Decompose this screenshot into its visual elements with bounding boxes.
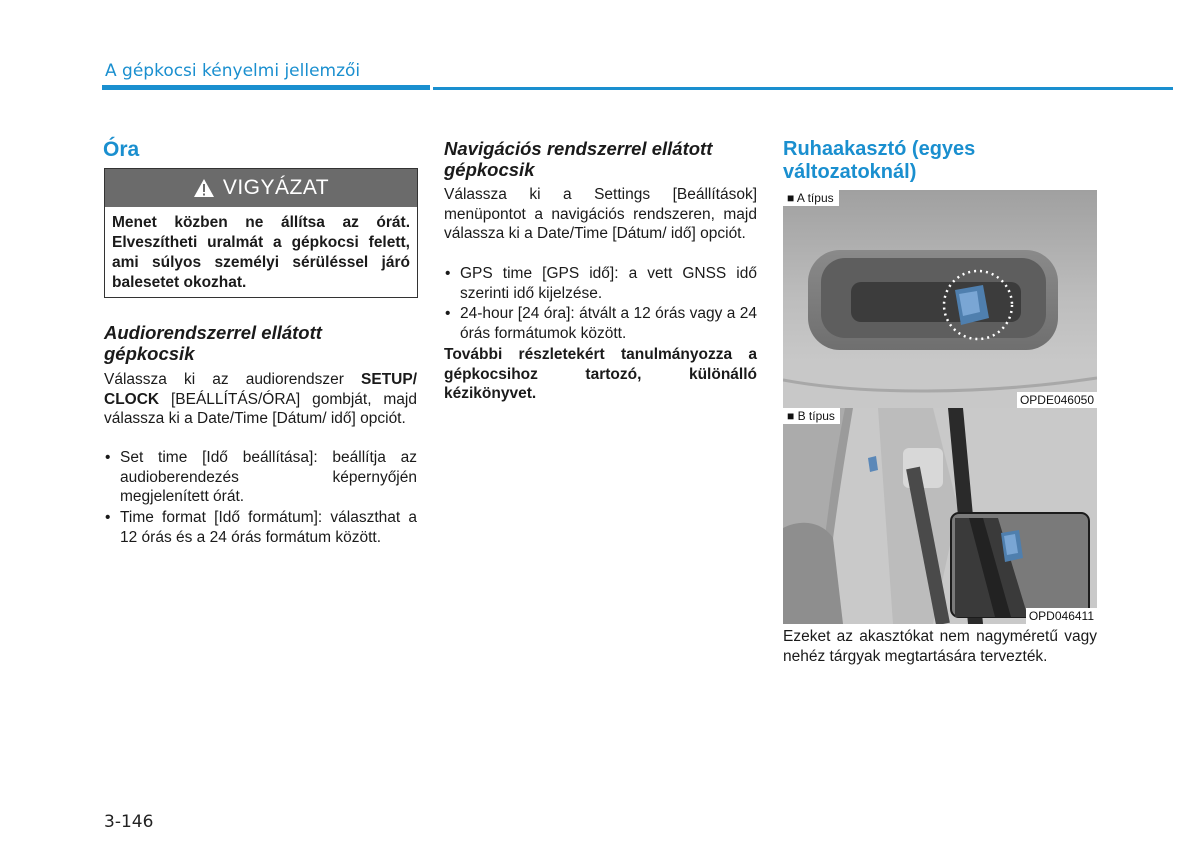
audio-para-start: Válassza ki az audiorendszer [104, 371, 362, 388]
figure-b-coat-hook [783, 408, 1097, 624]
figure-a-coat-hook [783, 190, 1097, 408]
audio-bullet-1-text: Set time [Idő beállítása]: beállítja az audioberendezés képernyőjén megjelenített órát. [120, 449, 417, 505]
coat-hook-heading: Ruhaakasztó (egyes változatoknál) [783, 138, 976, 183]
nav-bullet-1-text: GPS time [GPS idő]: a vett GNSS idő szerinti idő kijelzése. [460, 265, 757, 302]
bullet-dot: • [445, 265, 451, 282]
setup-clock-button-label: SETUP/ CLOCK [104, 371, 417, 408]
bullet-dot: • [105, 449, 111, 466]
coat-hook-b-illustration [783, 408, 1097, 624]
bullet-dot: • [445, 305, 451, 322]
header-rule-left [102, 85, 430, 90]
nav-bullet-1 [444, 264, 757, 303]
nav-bold-note: További részletekért tanulmányozza a gépkocsihoz tartozó, különálló kézikönyvet. [444, 346, 757, 402]
figure-b-label: ■ B típus [783, 408, 840, 424]
figure-a-label: ■ A típus [783, 190, 839, 206]
audio-bullet-2 [104, 508, 417, 547]
audio-para-end: [BEÁLLÍTÁS/ÓRA] gombját, majd válassza ki a Date/Time [Dátum/ idő] opciót. [104, 390, 417, 427]
page-number: 3-146 [104, 812, 154, 832]
nav-paragraph: Válassza ki a Settings [Beállítások] menüpontot a navigációs rendszeren, majd válassza ki a Date/Time [Dátum/ idő] opciót. [444, 186, 757, 242]
header-rule-right [433, 87, 1173, 90]
caution-header [105, 169, 417, 207]
coat-hook-caption: Ezeket az akasztókat nem nagyméretű vagy nehéz tárgyak megtartására tervezték. [783, 628, 1097, 665]
bullet-dot: • [105, 509, 111, 526]
audio-subheading: Audiorendszerrel ellátott gépkocsik [104, 322, 322, 364]
audio-bullet-1 [104, 448, 417, 507]
figure-b-code: OPD046411 [1026, 608, 1097, 624]
nav-bullet-2-text: 24-hour [24 óra]: átvált a 12 órás vagy a 24 órás formátumok között. [460, 305, 757, 342]
section-title: A gépkocsi kényelmi jellemzői [105, 61, 361, 81]
audio-bullet-2-text: Time format [Idő formátum]: választhat a 12 órás és a 24 órás formátum között. [120, 509, 417, 546]
caution-title: VIGYÁZAT [222, 176, 330, 199]
clock-heading: Óra [103, 138, 140, 161]
nav-subheading: Navigációs rendszerrel ellátott gépkocsik [444, 138, 713, 180]
coat-hook-a-illustration [783, 190, 1097, 408]
caution-text: Menet közben ne állítsa az órát. Elveszítheti uralmát a gépkocsi felett, ami súlyos személyi sérüléssel járó balesetet okozhat. [112, 214, 410, 291]
audio-paragraph [104, 370, 417, 429]
nav-bullet-2 [444, 304, 757, 343]
warning-triangle-icon [193, 178, 215, 198]
caution-box [104, 168, 418, 298]
figure-a-code: OPDE046050 [1017, 392, 1097, 408]
